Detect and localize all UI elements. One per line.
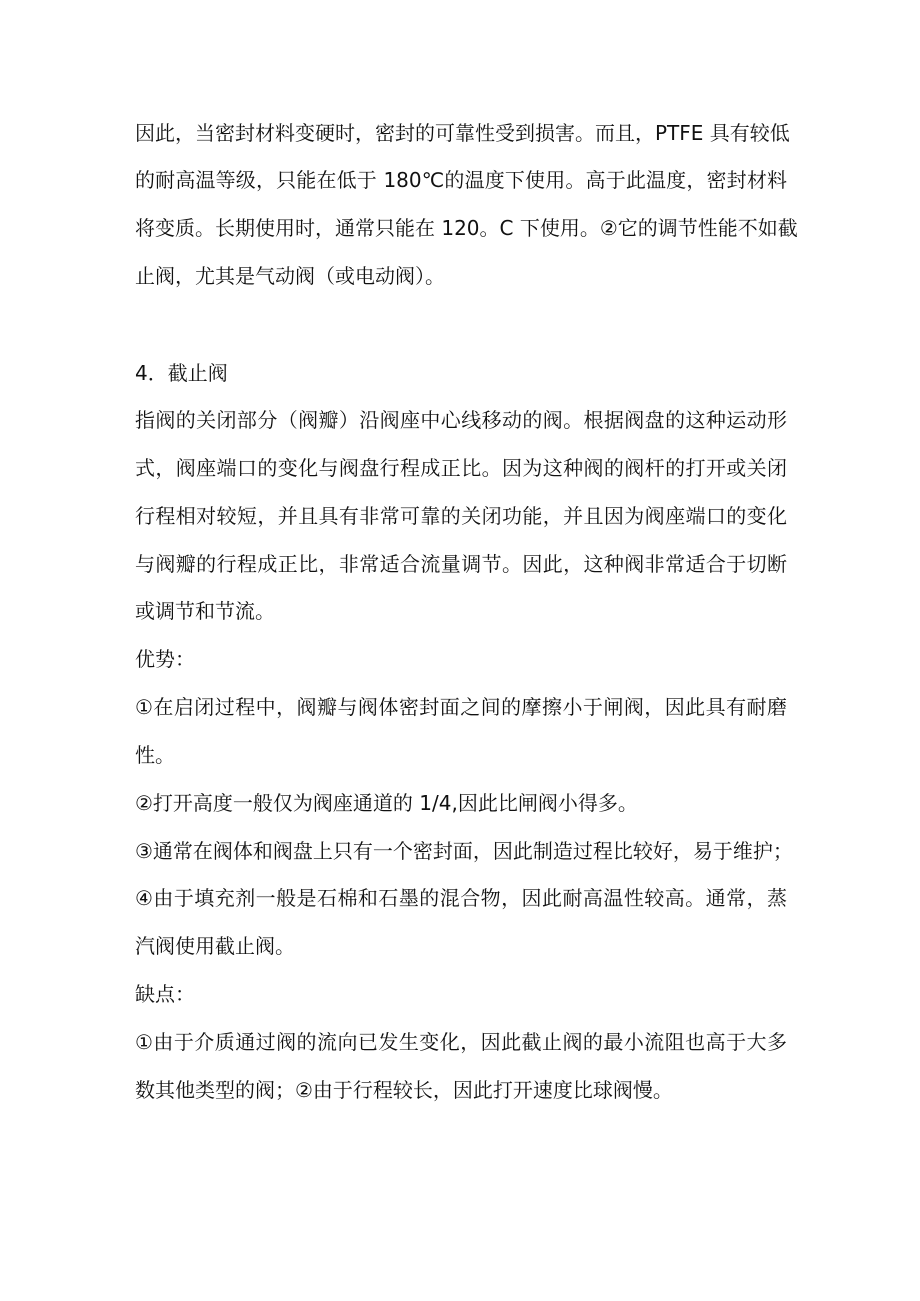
advantage-item: ④由于填充剂一般是石棉和石墨的混合物，因此耐高温性较高。通常，蒸 <box>135 886 787 910</box>
text-line: 与阀瓣的行程成正比，非常适合流量调节。因此，这种阀非常适合于切断 <box>135 552 787 576</box>
advantage-item: ②打开高度一般仅为阀座通道的 1/4,因此比闸阀小得多。 <box>135 791 638 815</box>
disadvantage-item: ①由于介质通过阀的流向已发生变化，因此截止阀的最小流阻也高于大多 <box>135 1030 787 1054</box>
text-line: 止阀，尤其是气动阀（或电动阀）。 <box>135 264 445 288</box>
text-line: 式，阀座端口的变化与阀盘行程成正比。因为这种阀的阀杆的打开或关闭 <box>135 456 787 480</box>
advantage-item: 性。 <box>135 743 175 767</box>
text-line: 的耐高温等级，只能在低于 180℃的温度下使用。高于此温度，密封材料 <box>135 168 787 192</box>
section-heading: 4．截止阀 <box>135 361 228 385</box>
advantage-item: ①在启闭过程中，阀瓣与阀体密封面之间的摩擦小于闸阀，因此具有耐磨 <box>135 695 787 719</box>
text-line: 行程相对较短，并且具有非常可靠的关闭功能，并且因为阀座端口的变化 <box>135 504 787 528</box>
text-line: 指阀的关闭部分（阀瓣）沿阀座中心线移动的阀。根据阀盘的这种运动形 <box>135 408 787 432</box>
advantage-item: 汽阀使用截止阀。 <box>135 934 295 958</box>
text-line: 或调节和节流。 <box>135 599 275 623</box>
disadvantage-item: 数其他类型的阀；②由于行程较长，因此打开速度比球阀慢。 <box>135 1078 673 1102</box>
advantage-item: ③通常在阀体和阀盘上只有一个密封面，因此制造过程比较好，易于维护； <box>135 839 793 863</box>
advantages-label: 优势： <box>135 647 195 671</box>
text-line: 将变质。长期使用时，通常只能在 120。C 下使用。②它的调节性能不如截 <box>135 216 798 240</box>
disadvantages-label: 缺点： <box>135 982 195 1006</box>
text-line: 因此，当密封材料变硬时，密封的可靠性受到损害。而且，PTFE 具有较低 <box>135 121 790 145</box>
